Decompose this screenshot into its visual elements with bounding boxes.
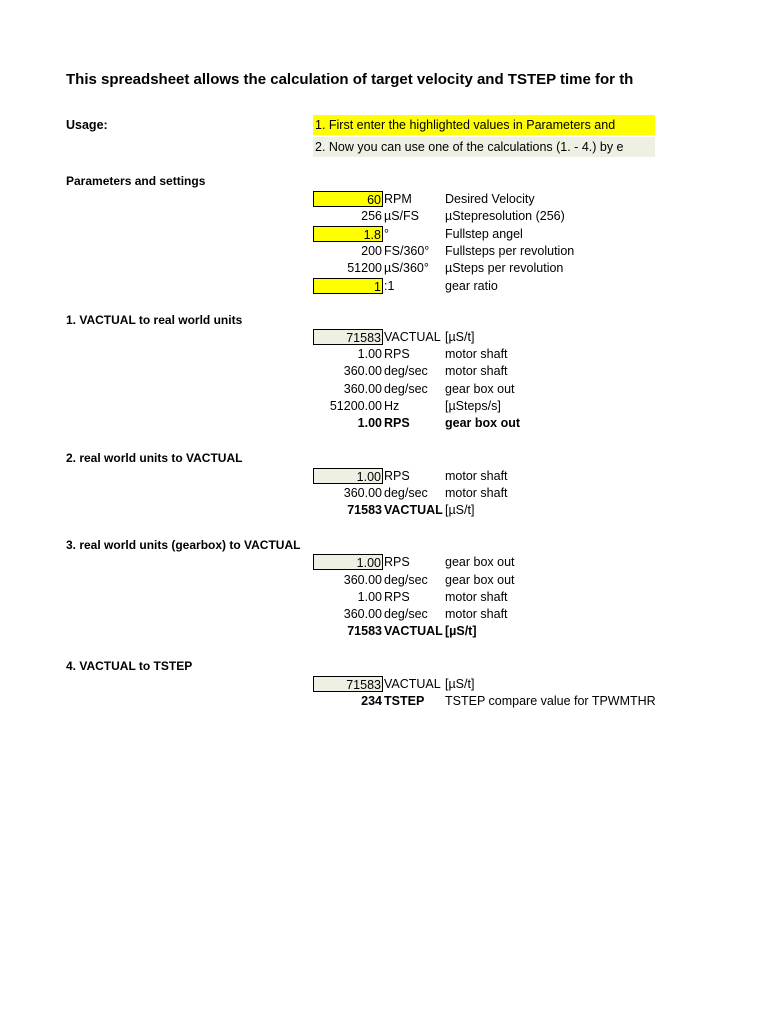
row-description: gear box out	[445, 382, 515, 396]
row-description: [µSteps/s]	[445, 399, 501, 413]
desired-velocity-input[interactable]: 60	[313, 191, 383, 207]
unit-label: VACTUAL	[384, 330, 441, 344]
vactual-tstep-input[interactable]: 71583	[313, 676, 383, 692]
row-description: motor shaft	[445, 347, 508, 361]
calc3-heading: 3. real world units (gearbox) to VACTUAL	[66, 538, 301, 552]
fullstep-angle-input[interactable]: 1.8	[313, 226, 383, 242]
usage-label: Usage:	[66, 118, 108, 132]
unit-label: deg/sec	[384, 573, 428, 587]
gearbox-rps-input[interactable]: 1.00	[313, 554, 383, 570]
result-value[interactable]: 234	[361, 694, 382, 708]
row-description: motor shaft	[445, 590, 508, 604]
result-value[interactable]: 360.00	[343, 382, 382, 396]
param-description: Desired Velocity	[445, 192, 535, 206]
param-description: µSteps per revolution	[445, 261, 564, 275]
unit-label: VACTUAL	[384, 677, 441, 691]
result-value[interactable]: 1.00	[357, 347, 382, 361]
parameters-heading: Parameters and settings	[66, 174, 206, 188]
unit-label: RPS	[384, 590, 410, 604]
param-description: Fullstep angel	[445, 227, 523, 241]
unit-label: deg/sec	[384, 382, 428, 396]
row-description: motor shaft	[445, 469, 508, 483]
result-value[interactable]: 71583	[347, 503, 382, 517]
param-description: gear ratio	[445, 279, 498, 293]
unit-label: RPS	[384, 347, 410, 361]
result-value[interactable]: 51200.00	[329, 399, 382, 413]
row-description: motor shaft	[445, 486, 508, 500]
param-description: Fullsteps per revolution	[445, 244, 575, 258]
unit-label: RPS	[384, 469, 410, 483]
result-value[interactable]: 1.00	[357, 590, 382, 604]
row-description: [µS/t]	[445, 624, 477, 638]
gear-ratio-input[interactable]: 1	[313, 278, 383, 294]
row-description: TSTEP compare value for TPWMTHR	[445, 694, 656, 708]
unit-label: :1	[384, 279, 395, 293]
result-value[interactable]: 71583	[347, 624, 382, 638]
unit-label: µS/360°	[384, 261, 429, 275]
unit-label: VACTUAL	[384, 624, 443, 638]
row-description: gear box out	[445, 416, 521, 430]
row-description: motor shaft	[445, 607, 508, 621]
result-value[interactable]: 360.00	[343, 364, 382, 378]
unit-label: FS/360°	[384, 244, 430, 258]
row-description: gear box out	[445, 573, 515, 587]
rps-input[interactable]: 1.00	[313, 468, 383, 484]
row-description: [µS/t]	[445, 677, 475, 691]
result-value[interactable]: 360.00	[343, 573, 382, 587]
unit-label: deg/sec	[384, 486, 428, 500]
unit-label: RPS	[384, 555, 410, 569]
sheet-title: This spreadsheet allows the calculation of target velocity and TSTEP time for th	[66, 71, 634, 88]
usage-instruction-2[interactable]: 2. Now you can use one of the calculations (1. - 4.) by e	[313, 137, 655, 157]
unit-label: deg/sec	[384, 364, 428, 378]
result-value[interactable]: 1.00	[357, 416, 382, 430]
row-description: motor shaft	[445, 364, 508, 378]
fullsteps-per-rev-value[interactable]: 200	[361, 244, 382, 258]
unit-label: VACTUAL	[384, 503, 443, 517]
row-description: gear box out	[445, 555, 515, 569]
microstep-resolution-value[interactable]: 256	[361, 209, 382, 223]
usage-instruction-1[interactable]: 1. First enter the highlighted values in Parameters and	[313, 115, 655, 135]
calc2-heading: 2. real world units to VACTUAL	[66, 451, 243, 465]
calc1-heading: 1. VACTUAL to real world units	[66, 313, 243, 327]
unit-label: deg/sec	[384, 607, 428, 621]
unit-label: Hz	[384, 399, 400, 413]
unit-label: µS/FS	[384, 209, 419, 223]
result-value[interactable]: 360.00	[343, 486, 382, 500]
unit-label: TSTEP	[384, 694, 425, 708]
unit-label: RPM	[384, 192, 412, 206]
param-description: µStepresolution (256)	[445, 209, 565, 223]
microsteps-per-rev-value[interactable]: 51200	[347, 261, 382, 275]
unit-label: RPS	[384, 416, 410, 430]
row-description: [µS/t]	[445, 330, 475, 344]
result-value[interactable]: 360.00	[343, 607, 382, 621]
calc4-heading: 4. VACTUAL to TSTEP	[66, 659, 193, 673]
vactual-input[interactable]: 71583	[313, 329, 383, 345]
unit-label: °	[384, 227, 389, 241]
row-description: [µS/t]	[445, 503, 475, 517]
